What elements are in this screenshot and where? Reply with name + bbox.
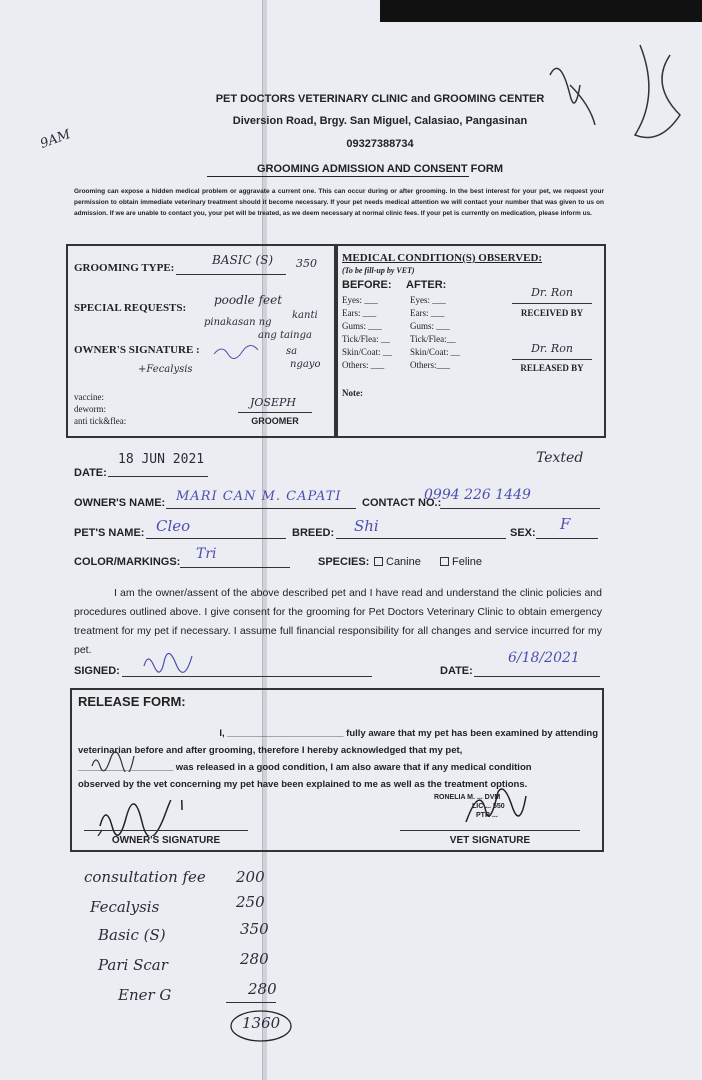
grooming-type-value: BASIC (S) — [212, 253, 274, 267]
vet-signature — [460, 782, 530, 828]
breed-line — [336, 538, 506, 539]
special-requests-label: SPECIAL REQUESTS: — [74, 302, 187, 314]
before-others: Others: ___ — [342, 360, 385, 370]
sex-label: SEX: — [510, 527, 536, 539]
sex-value: F — [560, 515, 571, 533]
special-request-1: poodle feet — [214, 293, 283, 307]
special-request-6: ngayo — [290, 359, 321, 370]
deworm-label: deworm: — [74, 404, 106, 414]
groomer-line — [238, 412, 312, 413]
contact-line — [440, 508, 600, 509]
owner-name-label: OWNER'S NAME: — [74, 497, 166, 509]
special-request-3: kanti — [292, 310, 318, 321]
release-line-1: I, ______________________ fully aware that my pet has been examined by attending — [219, 728, 598, 739]
color-line — [180, 567, 290, 568]
after-others: Others:___ — [410, 360, 450, 370]
owner-name-value: MARI CAN M. CAPATI — [176, 489, 342, 504]
released-line — [512, 359, 592, 360]
color-value: Tri — [196, 546, 217, 562]
bill-item-name: Ener G — [118, 986, 172, 1004]
canine-checkbox[interactable] — [374, 557, 383, 566]
color-label: COLOR/MARKINGS: — [74, 556, 181, 568]
breed-label: BREED: — [292, 527, 335, 539]
grooming-type-price: 350 — [296, 257, 317, 270]
received-signature: Dr. Ron — [531, 286, 573, 299]
breed-value: Shi — [354, 517, 379, 535]
form-title-underline — [207, 176, 469, 177]
vet-stamp-ptr: PTR ... — [476, 812, 498, 819]
clinic-phone: 09327388734 — [346, 138, 414, 150]
before-gums: Gums: ___ — [342, 321, 382, 331]
after-gums: Gums: ___ — [410, 321, 450, 331]
before-tick: Tick/Flea: __ — [342, 334, 390, 344]
sex-line — [536, 538, 598, 539]
vaccine-label: vaccine: — [74, 392, 104, 402]
note-label: Note: — [342, 388, 363, 398]
pet-name-label: PET'S NAME: — [74, 527, 145, 539]
clinic-name: PET DOCTORS VETERINARY CLINIC and GROOMING CENTER — [215, 93, 545, 105]
date-label: DATE: — [74, 467, 107, 479]
date-value: 18 JUN 2021 — [118, 452, 205, 467]
after-label: AFTER: — [406, 279, 447, 291]
special-request-4: ang tainga — [258, 330, 312, 341]
signed-date-value: 6/18/2021 — [508, 650, 580, 666]
vet-sig-label: VET SIGNATURE — [449, 835, 531, 846]
bill-item-name: Fecalysis — [90, 898, 160, 916]
species-label: SPECIES: — [318, 556, 370, 568]
medical-title: MEDICAL CONDITION(S) OBSERVED: — [342, 252, 543, 264]
after-tick: Tick/Flea:__ — [410, 334, 456, 344]
groomer-name: JOSEPH — [250, 396, 296, 409]
release-title: RELEASE FORM: — [78, 694, 186, 709]
groomer-label: GROOMER — [251, 416, 299, 426]
consent-paragraph: I am the owner/assent of the above described pet and I have read and understand the clinic policies and procedures outlined above. I give consent for the grooming for Pet Doctors Veterinary Clinic to obtain emergency treatment for my pet if necessary. I assume full financial responsibility for all changes and service incurred for my pet. — [74, 587, 602, 656]
paper-fold-line — [262, 0, 267, 1080]
release-line-2: veterinarian before and after grooming, therefore I hereby acknowledged that my pet, — [78, 745, 463, 756]
bill-item-price: 350 — [240, 920, 269, 938]
special-request-2: pinakasan ng — [204, 317, 272, 328]
bill-item-price: 280 — [240, 950, 269, 968]
bill-item-name: Pari Scar — [98, 956, 168, 974]
feline-label: Feline — [452, 556, 482, 568]
margin-note: 9AM — [38, 127, 73, 152]
vet-stamp-lic: LIC ... 550 — [472, 803, 505, 810]
scan-corner-shadow — [380, 0, 702, 22]
release-line-3: __________________ was released in a good condition, I am also aware that if any medical condition — [78, 762, 532, 773]
release-line-4: observed by the vet concerning my pet have been explained to me as well as the treatment options. — [78, 779, 528, 790]
contact-label: CONTACT NO.: — [362, 497, 442, 509]
received-line — [512, 303, 592, 304]
medical-subtitle: (To be fill-up by VET) — [342, 266, 415, 275]
signed-date-label: DATE: — [440, 665, 473, 677]
pet-name-value: Cleo — [156, 517, 191, 535]
bill-total-circle — [226, 1004, 296, 1044]
texted-note: Texted — [536, 450, 584, 466]
vet-stamp-name: RONELIA M. ... DVM — [434, 794, 501, 801]
released-signature: Dr. Ron — [531, 342, 573, 355]
received-label: RECEIVED BY — [520, 308, 584, 318]
before-skin: Skin/Coat: __ — [342, 347, 392, 357]
bill-item-price: 280 — [248, 980, 277, 998]
bill-item-name: consultation fee — [84, 868, 206, 886]
after-ears: Ears: ___ — [410, 308, 445, 318]
bill-total: 1360 — [242, 1014, 281, 1032]
bill-item-price: 250 — [236, 893, 265, 911]
signed-signature — [140, 650, 200, 674]
after-eyes: Eyes: ___ — [410, 295, 446, 305]
signed-date-line — [474, 676, 600, 677]
bill-total-line — [226, 1002, 276, 1003]
form-title: GROOMING ADMISSION AND CONSENT FORM — [256, 163, 504, 175]
signed-label: SIGNED: — [74, 665, 120, 677]
release-pet-signature — [88, 750, 138, 772]
vet-sig-line — [400, 830, 580, 831]
owner-signature-extra: +Fecalysis — [138, 364, 193, 375]
anti-tick-label: anti tick&flea: — [74, 416, 127, 426]
feline-checkbox[interactable] — [440, 557, 449, 566]
owner-signature-label: OWNER'S SIGNATURE : — [74, 344, 200, 356]
date-line — [108, 476, 208, 477]
owner-sig-line — [84, 830, 248, 831]
contact-value: 0994 226 1449 — [424, 487, 531, 503]
special-request-5: sa — [286, 346, 298, 357]
grooming-type-label: GROOMING TYPE: — [74, 262, 175, 274]
owner-sig-label: OWNER'S SIGNATURE — [111, 835, 221, 846]
owner-name-line — [166, 508, 356, 509]
canine-label: Canine — [386, 556, 421, 568]
bill-item-name: Basic (S) — [98, 926, 166, 944]
pet-name-line — [146, 538, 286, 539]
before-ears: Ears: ___ — [342, 308, 377, 318]
grooming-type-line — [176, 274, 286, 275]
before-label: BEFORE: — [342, 279, 392, 291]
released-label: RELEASED BY — [520, 363, 584, 373]
owner-signature-scribble — [212, 342, 262, 360]
signed-line — [122, 676, 372, 677]
after-skin: Skin/Coat: __ — [410, 347, 460, 357]
before-eyes: Eyes: ___ — [342, 295, 378, 305]
intro-paragraph: Grooming can expose a hidden medical problem or aggravate a current one. This can occur during or after grooming. In the best interest for your pet, we request your permission to obtain immediate veterinary treatment should it become necessary. If your pet needs medical attention we will contact your number that was given to us on admission. If we are unable to contact you, your pet will be treated, as we deem necessary at normal clinic fees. If your pet is currently on medication, please inform us. — [74, 188, 604, 217]
bill-item-price: 200 — [236, 868, 265, 886]
clinic-address: Diversion Road, Brgy. San Miguel, Calasiao, Pangasinan — [232, 115, 528, 127]
